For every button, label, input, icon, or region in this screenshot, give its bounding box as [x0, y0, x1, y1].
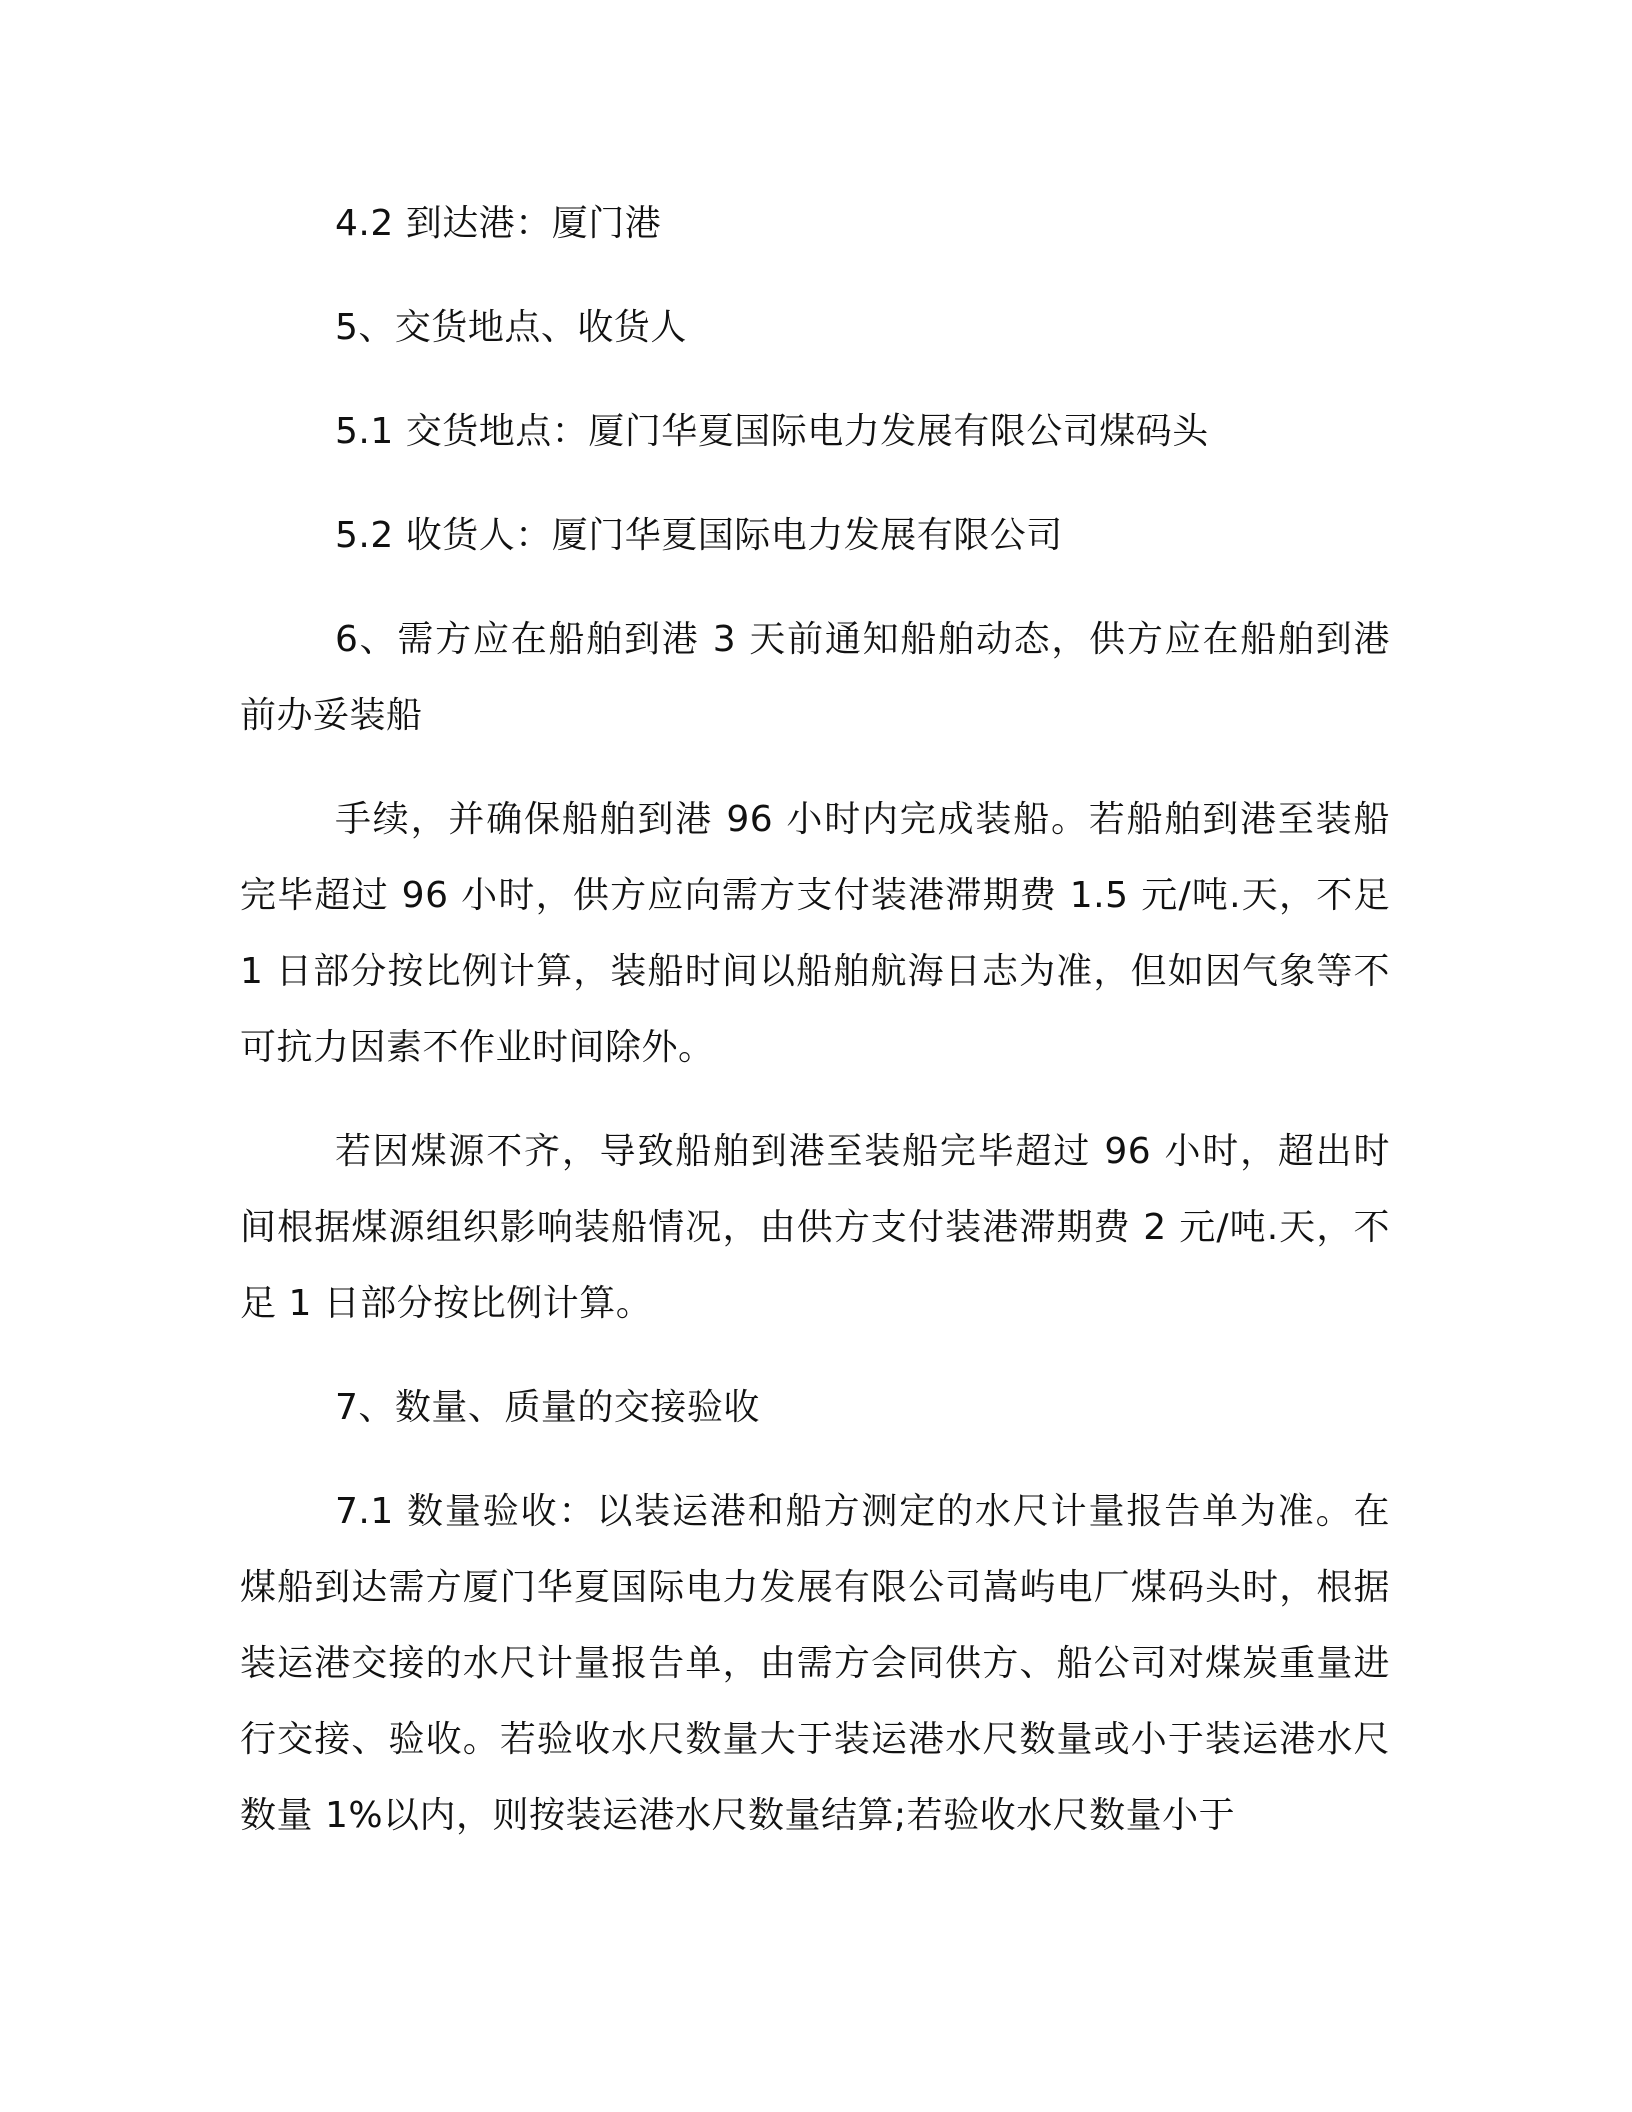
paragraph-ship-notice: 6、需方应在船舶到港 3 天前通知船舶动态，供方应在船舶到港前办妥装船: [240, 619, 1390, 736]
paragraph-loading-procedure: 手续，并确保船舶到港 96 小时内完成装船。若船舶到港至装船完毕超过 96 小时，供方应向需方支付装港滞期费 1.5 元/吨.天，不足 1 日部分按比例计算，装船时间以船舶航海日志为准，但如因气象等不可抗力因素不作业时间除外。: [240, 799, 1390, 1068]
paragraph-delivery-heading: 5、交货地点、收货人: [335, 307, 687, 348]
paragraph-quantity-acceptance: 7.1 数量验收：以装运港和船方测定的水尺计量报告单为准。在煤船到达需方厦门华夏国际电力发展有限公司嵩屿电厂煤码头时，根据装运港交接的水尺计量报告单，由需方会同供方、船公司对煤炭重量进行交接、验收。若验收水尺数量大于装运港水尺数量或小于装运港水尺数量 1%以内，则按装运港水尺数量结算;若验收水尺数量小于: [240, 1491, 1390, 1836]
paragraph-coal-shortage: 若因煤源不齐，导致船舶到港至装船完毕超过 96 小时，超出时间根据煤源组织影响装船情况，由供方支付装港滞期费 2 元/吨.天，不足 1 日部分按比例计算。: [240, 1131, 1390, 1324]
paragraph-acceptance-heading: 7、数量、质量的交接验收: [335, 1387, 760, 1428]
document-body: [240, 186, 1390, 1882]
paragraph-arrival-port: 4.2 到达港：厦门港: [335, 203, 662, 244]
paragraph-delivery-place: 5.1 交货地点：厦门华夏国际电力发展有限公司煤码头: [335, 411, 1209, 452]
paragraph-consignee: 5.2 收货人：厦门华夏国际电力发展有限公司: [335, 515, 1063, 556]
